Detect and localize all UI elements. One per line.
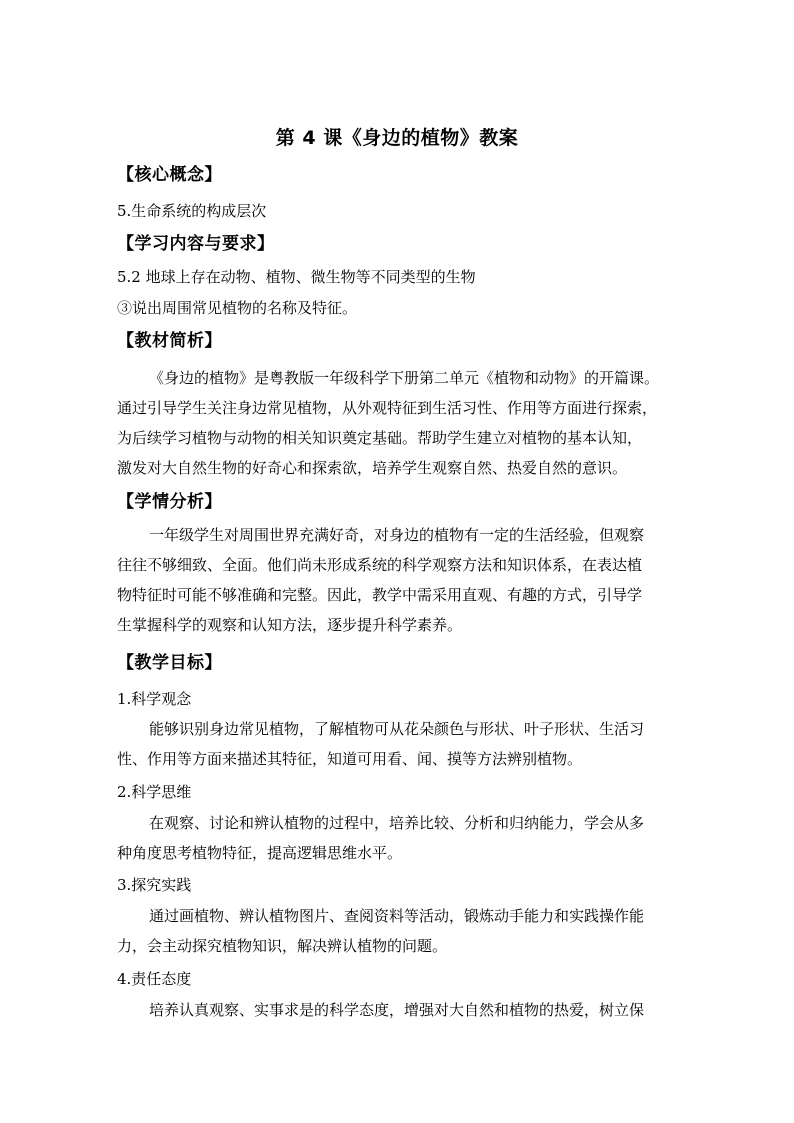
goal-paragraph-1	[117, 714, 679, 774]
goal-line: 培养认真观察、实事求是的科学态度，增强对大自然和植物的热爱，树立保	[149, 1001, 645, 1019]
section-heading-textbook: 【教材简析】	[117, 331, 222, 351]
goal-label-2: 2.科学思维	[117, 783, 192, 801]
goal-label-4: 4.责任态度	[117, 970, 192, 988]
learning-text-1: 5.2 地球上存在动物、植物、微生物等不同类型的生物	[117, 268, 476, 286]
section-heading-students: 【学情分析】	[117, 492, 222, 512]
goal-paragraph-4	[117, 995, 679, 1025]
goal-line: 性、作用等方面来描述其特征，知道可用看、闻、摸等方法辨别植物。	[117, 750, 583, 768]
goal-paragraph-2	[117, 808, 679, 868]
learning-text-2: ③说出周围常见植物的名称及特征。	[117, 299, 358, 317]
goal-line: 种角度思考植物特征，提高逻辑思维水平。	[117, 844, 403, 862]
goal-line: 力，会主动探究植物知识，解决辨认植物的问题。	[117, 937, 448, 955]
document-title: 第 4 课《身边的植物》教案	[275, 127, 519, 149]
students-paragraph	[117, 520, 679, 640]
goal-line: 通过画植物、辨认植物图片、查阅资料等活动，锻炼动手能力和实践操作能	[149, 907, 645, 925]
goal-label-3: 3.探究实践	[117, 876, 192, 894]
students-line: 生掌握科学的观察和认知方法，逐步提升科学素养。	[117, 616, 463, 634]
textbook-line: 激发对大自然生物的好奇心和探索欲，培养学生观察自然、热爱自然的意识。	[117, 459, 628, 477]
core-concept-text: 5.生命系统的构成层次	[117, 202, 267, 220]
textbook-paragraph	[117, 363, 679, 483]
textbook-line: 通过引导学生关注身边常见植物，从外观特征到生活习性、作用等方面进行探索，	[117, 399, 658, 417]
section-heading-core-concept: 【核心概念】	[117, 165, 222, 185]
students-line: 一年级学生对周围世界充满好奇，对身边的植物有一定的生活经验，但观察	[149, 526, 645, 544]
section-heading-learning: 【学习内容与要求】	[117, 234, 275, 254]
goal-paragraph-3	[117, 901, 679, 961]
goal-label-1: 1.科学观念	[117, 690, 192, 708]
goal-line: 在观察、讨论和辨认植物的过程中，培养比较、分析和归纳能力，学会从多	[149, 814, 645, 832]
textbook-line: 为后续学习植物与动物的相关知识奠定基础。帮助学生建立对植物的基本认知，	[117, 429, 643, 447]
textbook-line: 《身边的植物》是粤教版一年级科学下册第二单元《植物和动物》的开篇课。	[149, 369, 660, 387]
students-line: 往往不够细致、全面。他们尚未形成系统的科学观察方法和知识体系，在表达植	[117, 556, 643, 574]
section-heading-goals: 【教学目标】	[117, 653, 222, 673]
students-line: 物特征时可能不够准确和完整。因此，教学中需采用直观、有趣的方式，引导学	[117, 586, 643, 604]
goal-line: 能够识别身边常见植物，了解植物可从花朵颜色与形状、叶子形状、生活习	[149, 720, 645, 738]
